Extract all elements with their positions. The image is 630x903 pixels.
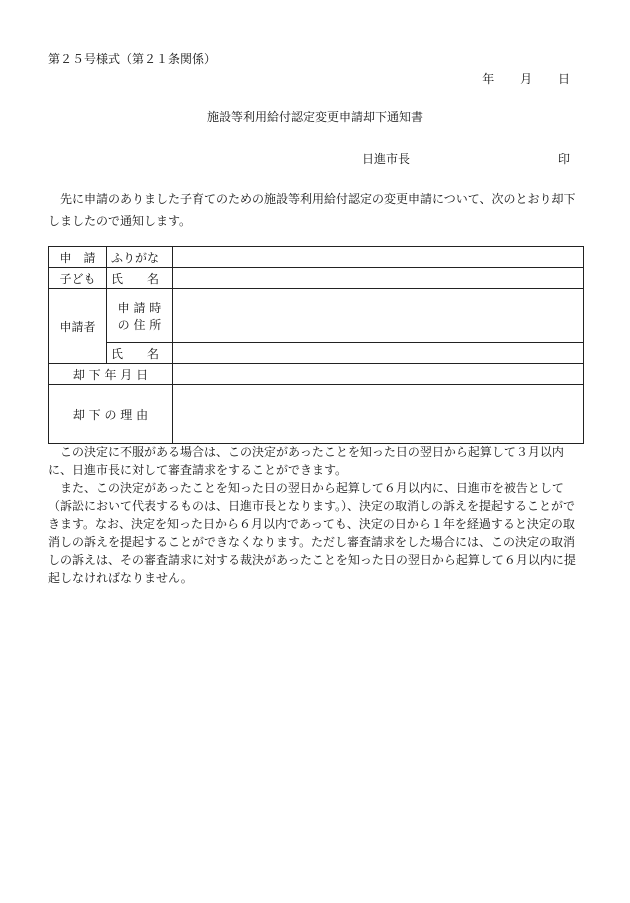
address-label-line1: 申 請 時 <box>117 300 162 315</box>
applicant-name-label: 氏 名 <box>107 343 173 364</box>
rejection-date-label: 却 下 年 月 日 <box>49 364 173 385</box>
table-row <box>49 385 584 444</box>
table-row <box>49 364 584 385</box>
note-appeal: この決定に不服がある場合は、この決定があったことを知った日の翌日から起算して３月以内に、日進市長に対して審査請求をすることができます。 <box>48 445 564 477</box>
child-name-value[interactable] <box>173 268 584 289</box>
furigana-value[interactable] <box>173 247 584 268</box>
date-day: 日 <box>557 72 570 86</box>
table-row <box>49 289 584 343</box>
issuer-name: 日進市長 <box>362 152 411 166</box>
rejection-date-value[interactable] <box>173 364 584 385</box>
note-lawsuit: また、この決定があったことを知った日の翌日から起算して６月以内に、日進市を被告として（訴訟において代表するものは、日進市長となります。）、決定の取消しの訴えを提起することができます。なお、決定を知った日から６月以内であっても、決定の日から１年を経過すると決定の取消しの訴えを提起することができなくなります。ただし審査請求をした場合には、この決定の取消しの訴えは、その審査請求に対する裁決があったことを知った日の翌日から起算して６月以内に提起しなければなりません。 <box>48 481 576 585</box>
address-value[interactable] <box>173 289 584 343</box>
table-row <box>49 268 584 289</box>
form-number: 第２５号様式（第２１条関係） <box>48 52 217 66</box>
child-label-bottom: 子ども <box>49 268 107 289</box>
notice-table <box>48 246 584 444</box>
intro-paragraph: 先に申請のありました子育てのための施設等利用給付認定の変更申請について、次のとおり却下しましたので通知します。 <box>48 192 576 228</box>
applicant-name-value[interactable] <box>173 343 584 364</box>
notes-section <box>48 443 585 587</box>
document-title: 施設等利用給付認定変更申請却下通知書 <box>206 110 423 124</box>
child-name-label: 氏 名 <box>107 268 173 289</box>
rejection-reason-value[interactable] <box>173 385 584 444</box>
date-line <box>460 70 570 87</box>
address-label-line2: の 住 所 <box>117 317 162 332</box>
date-year: 年 <box>482 72 495 86</box>
applicant-label: 申請者 <box>49 289 107 364</box>
address-label <box>107 289 173 343</box>
seal-mark: 印 <box>557 152 570 166</box>
child-label-top: 申 請 <box>49 247 107 268</box>
date-month: 月 <box>520 72 533 86</box>
table-row <box>49 343 584 364</box>
rejection-reason-label: 却 下 の 理 由 <box>49 385 173 444</box>
table-row <box>49 247 584 268</box>
furigana-label: ふりがな <box>107 247 173 268</box>
